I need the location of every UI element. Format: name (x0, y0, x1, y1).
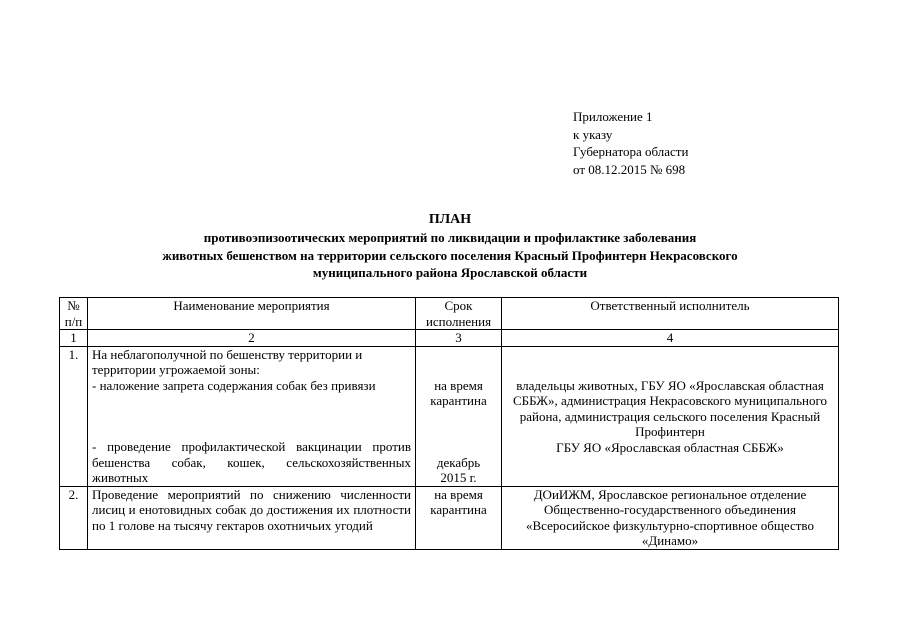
responsible-text: ГБУ ЯО «Ярославская областная СББЖ» (556, 439, 784, 455)
row-term (416, 346, 502, 486)
term-value: карантина (430, 502, 487, 517)
table-header-row (60, 298, 839, 330)
header-term-line1: Срок (444, 298, 473, 313)
row-number: 1. (60, 346, 88, 486)
header-term (416, 298, 502, 330)
table-index-row (60, 330, 839, 347)
header-number (60, 298, 88, 330)
spacer (420, 409, 497, 455)
activity-item: - проведение профилактической вакцинации против бешенства собак, кошек, сельскохозяйственных животных (92, 439, 411, 485)
plan-table (59, 297, 839, 550)
activity-item: - наложение запрета содержания собак без привязи (92, 377, 376, 393)
table-row (60, 486, 839, 549)
title-line-1: противоэпизоотических мероприятий по ликвидации и профилактике заболевания (203, 230, 697, 245)
spacer (506, 347, 834, 378)
index-cell: 1 (60, 330, 88, 347)
term-value: карантина (430, 393, 487, 408)
spacer (420, 347, 497, 378)
appendix-header (573, 108, 688, 178)
appendix-issuer: Губернатора области (573, 144, 689, 159)
term-value: на время (434, 486, 483, 502)
index-cell: 4 (502, 330, 839, 347)
table-row (60, 346, 839, 486)
responsible-text: владельцы животных, ГБУ ЯО «Ярославская областная СББЖ», администрация Некрасовского муниципального района, администрация сельского поселения Красный Профинтерн (513, 377, 827, 439)
header-responsible: Ответственный исполнитель (502, 298, 839, 330)
index-cell: 2 (88, 330, 416, 347)
term-value: на время (434, 377, 483, 393)
title-line-3: муниципального района Ярославской области (312, 265, 588, 280)
header-number-abbr: п/п (64, 313, 83, 329)
term-value: декабрь (436, 454, 481, 470)
index-cell: 3 (416, 330, 502, 347)
header-term-line2: исполнения (425, 313, 492, 329)
title-line-2: животных бешенством на территории сельского поселения Красный Профинтерн Некрасовского (162, 247, 738, 263)
row-responsible (502, 346, 839, 486)
activity-intro: На неблагополучной по бешенству территории и территории угрожаемой зоны: (92, 346, 363, 377)
term-value: 2015 г. (440, 470, 477, 485)
row-activity: Проведение мероприятий по снижению численности лисиц и енотовидных собак до достижения их плотности по 1 голове на тысячу гектаров охотничьих угодий (88, 486, 416, 549)
row-term (416, 486, 502, 549)
row-activity (88, 346, 416, 486)
spacer (92, 393, 411, 439)
header-activity: Наименование мероприятия (88, 298, 416, 330)
row-responsible: ДОиИЖМ, Ярославское региональное отделение Общественно-государственного объединения «Всеросийское физкультурно-спортивное общество «Динамо» (502, 486, 839, 549)
appendix-decree-ref: к указу (573, 126, 613, 142)
row-number: 2. (60, 486, 88, 549)
appendix-date: от 08.12.2015 № 698 (573, 161, 686, 177)
header-number-symbol: № (67, 298, 80, 313)
title-plan: ПЛАН (428, 212, 472, 227)
appendix-number: Приложение 1 (573, 109, 653, 124)
document-title (60, 210, 840, 282)
